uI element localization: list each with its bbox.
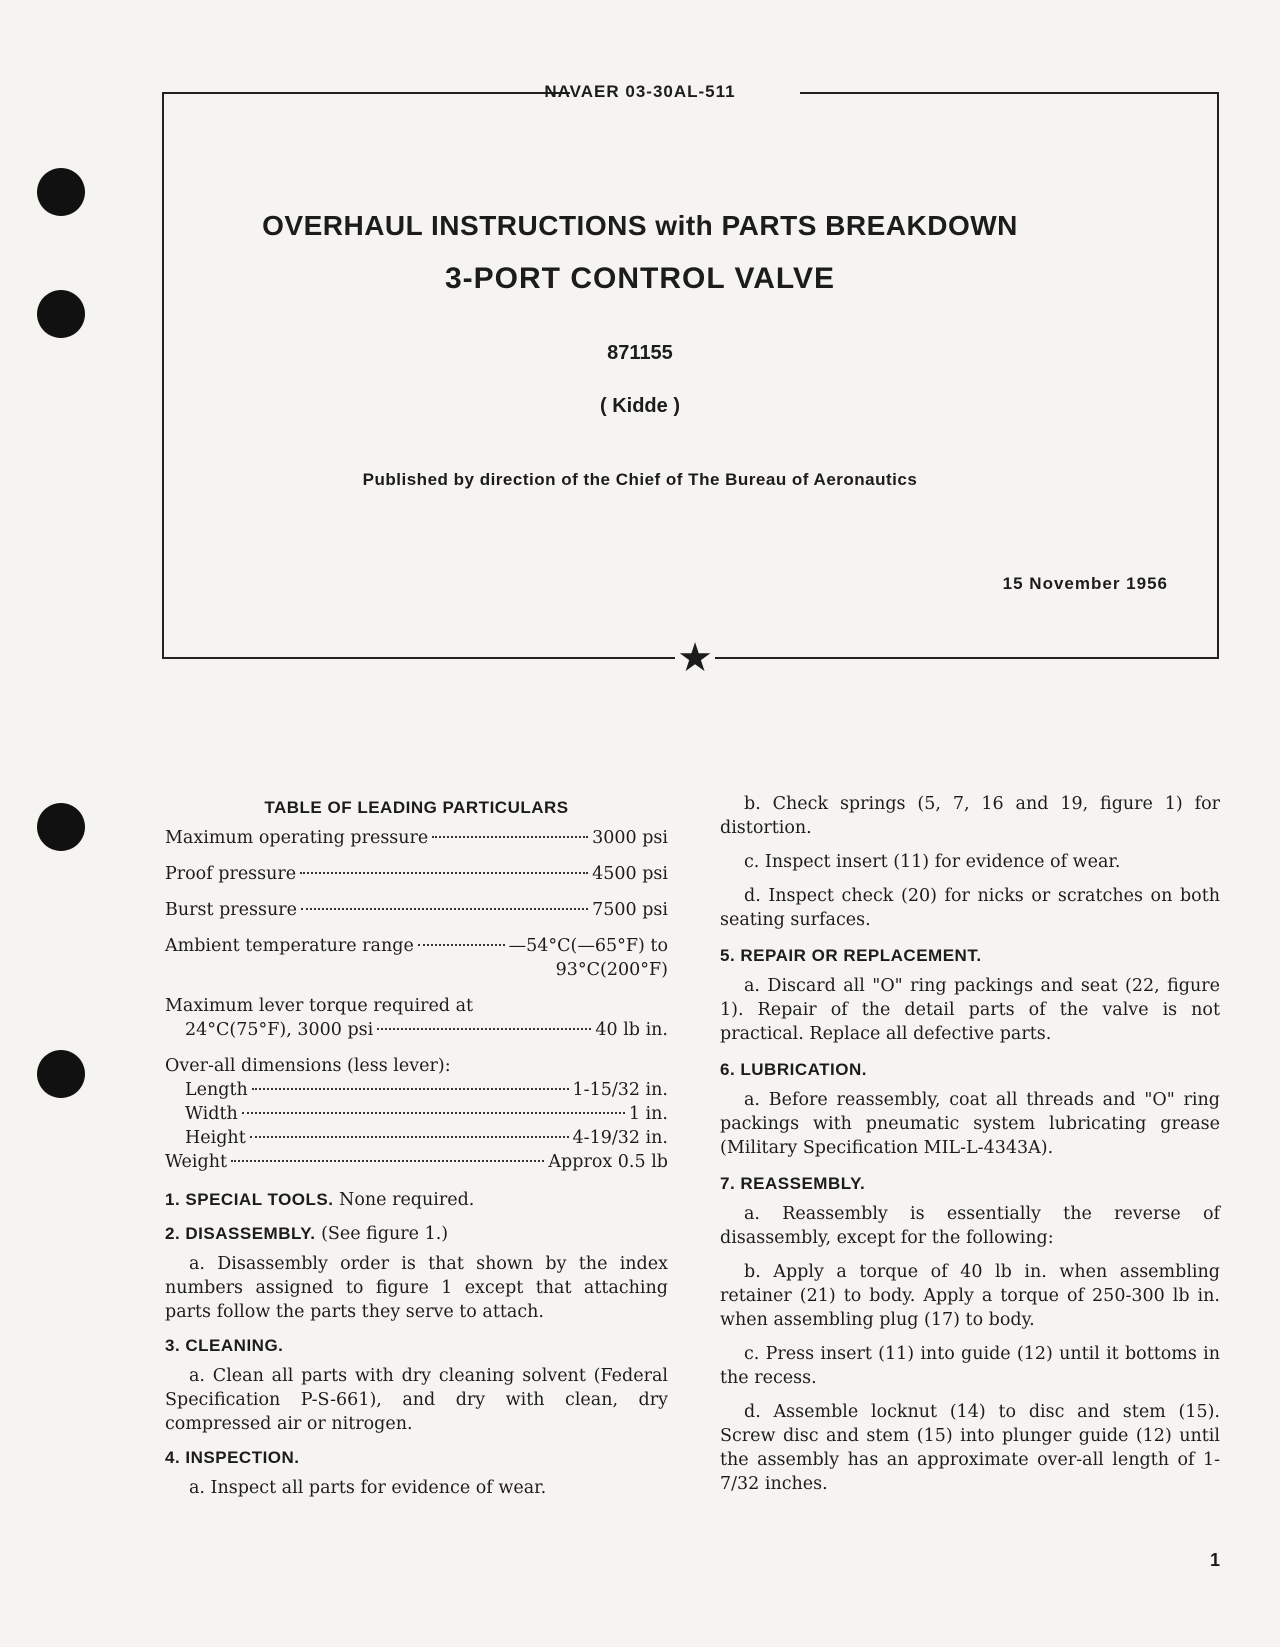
leader-dots — [242, 1112, 625, 1114]
particular-value: 3000 psi — [592, 828, 668, 848]
particular-value: —54°C(—65°F) to — [508, 936, 668, 956]
paragraph: a. Disassembly order is that shown by the index numbers assigned to figure 1 except that attaching parts follow the parts they serve to attach. — [165, 1254, 668, 1322]
section-cleaning — [165, 1334, 668, 1436]
binder-hole-3 — [37, 803, 85, 851]
leader-dots — [418, 944, 505, 946]
particular-row — [165, 1078, 668, 1102]
part-number: 871155 — [607, 342, 673, 364]
paragraph: c. Press insert (11) into guide (12) until it bottoms in the recess. — [720, 1344, 1220, 1388]
section-special-tools — [165, 1188, 668, 1212]
left-column — [165, 796, 668, 1500]
paragraph: a. Before reassembly, coat all threads and "O" ring packings with pneumatic system lubricating grease (Military Specification MIL-L-4343A). — [720, 1090, 1220, 1158]
section-heading: 6. LUBRICATION. — [720, 1060, 867, 1079]
title-line-2: 3-PORT CONTROL VALVE — [444, 262, 836, 295]
title-line-1: OVERHAUL INSTRUCTIONS with PARTS BREAKDOWN — [262, 210, 1018, 241]
paragraph: b. Check springs (5, 7, 16 and 19, figure 1) for distortion. — [720, 794, 1220, 838]
publication-date: 15 November 1956 — [1002, 574, 1168, 593]
published-by: Published by direction of the Chief of The Bureau of Aeronautics — [362, 470, 918, 489]
document-id: NAVAER 03-30AL-511 — [544, 82, 736, 101]
leader-dots — [231, 1160, 544, 1162]
binder-hole-1 — [37, 168, 85, 216]
particular-value: 4500 psi — [592, 864, 668, 884]
section-inspection — [165, 1446, 668, 1500]
section-heading: 5. REPAIR OR REPLACEMENT. — [720, 946, 982, 965]
particular-label: Ambient temperature range — [165, 936, 414, 956]
section-heading: 1. SPECIAL TOOLS. — [165, 1190, 334, 1209]
section-heading: 7. REASSEMBLY. — [720, 1174, 866, 1193]
leader-dots — [377, 1028, 591, 1030]
particular-label: Over-all dimensions (less lever): — [165, 1056, 451, 1076]
leader-dots — [300, 872, 588, 874]
paragraph: a. Reassembly is essentially the reverse of disassembly, except for the following: — [720, 1204, 1220, 1248]
page-number: 1 — [1209, 1550, 1220, 1570]
paragraph: c. Inspect insert (11) for evidence of wear. — [744, 852, 1121, 872]
particular-row — [165, 934, 668, 958]
binder-hole-2 — [37, 290, 85, 338]
particular-value: Approx 0.5 lb — [548, 1152, 668, 1172]
particular-label: Length — [185, 1080, 248, 1100]
particular-value: 1-15/32 in. — [572, 1080, 668, 1100]
leader-dots — [252, 1088, 569, 1090]
particular-label: Maximum operating pressure — [165, 828, 429, 848]
leader-dots — [250, 1136, 569, 1138]
paragraph: d. Assemble locknut (14) to disc and stem (15). Screw disc and stem (15) into plunger guide (12) until the assembly has an approximate over-all length of 1-7/32 inches. — [720, 1402, 1220, 1494]
particular-label: Proof pressure — [165, 864, 297, 884]
binder-hole-4 — [37, 1050, 85, 1098]
section-heading: 4. INSPECTION. — [165, 1448, 300, 1467]
particulars-title: TABLE OF LEADING PARTICULARS — [264, 798, 569, 817]
particular-row — [165, 1102, 668, 1126]
particular-label: Weight — [165, 1152, 228, 1172]
manufacturer: ( Kidde ) — [600, 395, 680, 417]
particular-value: 7500 psi — [592, 900, 668, 920]
section-note: (See figure 1.) — [321, 1224, 449, 1244]
particular-row — [165, 1126, 668, 1150]
particular-row — [165, 862, 668, 886]
paragraph: a. Clean all parts with dry cleaning solvent (Federal Specification P-S-661), and dry with clean, dry compressed air or nitrogen. — [165, 1366, 668, 1434]
paragraph: a. Discard all "O" ring packings and seat (22, figure 1). Repair of the detail parts of the valve is not practical. Replace all defective parts. — [720, 976, 1220, 1044]
particular-value: 1 in. — [628, 1104, 668, 1124]
particular-label: Burst pressure — [165, 900, 297, 920]
section-lubrication — [720, 1058, 1220, 1160]
particular-label: Width — [185, 1104, 238, 1124]
particular-label: Height — [185, 1128, 246, 1148]
particular-row — [165, 1018, 668, 1042]
section-heading: 2. DISASSEMBLY. — [165, 1224, 316, 1243]
paragraph: a. Inspect all parts for evidence of wear. — [189, 1478, 547, 1498]
section-heading: 3. CLEANING. — [165, 1336, 284, 1355]
paragraph: b. Apply a torque of 40 lb in. when assembling retainer (21) to body. Apply a torque of 250-300 lb in. when assembling plug (17) to body. — [720, 1262, 1220, 1330]
particular-value-cont: 93°C(200°F) — [555, 960, 668, 980]
section-disassembly — [165, 1222, 668, 1324]
section-reassembly — [720, 1172, 1220, 1496]
leader-dots — [432, 836, 588, 838]
section-repair — [720, 944, 1220, 1046]
star-icon: ★ — [675, 638, 715, 678]
particular-value: 4-19/32 in. — [572, 1128, 668, 1148]
paragraph: d. Inspect check (20) for nicks or scratches on both seating surfaces. — [720, 886, 1220, 930]
particular-label: Maximum lever torque required at — [165, 996, 474, 1016]
section-text: None required. — [339, 1190, 475, 1210]
particular-value: 40 lb in. — [595, 1020, 668, 1040]
particular-row — [165, 898, 668, 922]
particular-row — [165, 826, 668, 850]
particular-row — [165, 1150, 668, 1174]
leader-dots — [301, 908, 588, 910]
right-column — [720, 792, 1220, 1496]
particular-label: 24°C(75°F), 3000 psi — [185, 1020, 374, 1040]
